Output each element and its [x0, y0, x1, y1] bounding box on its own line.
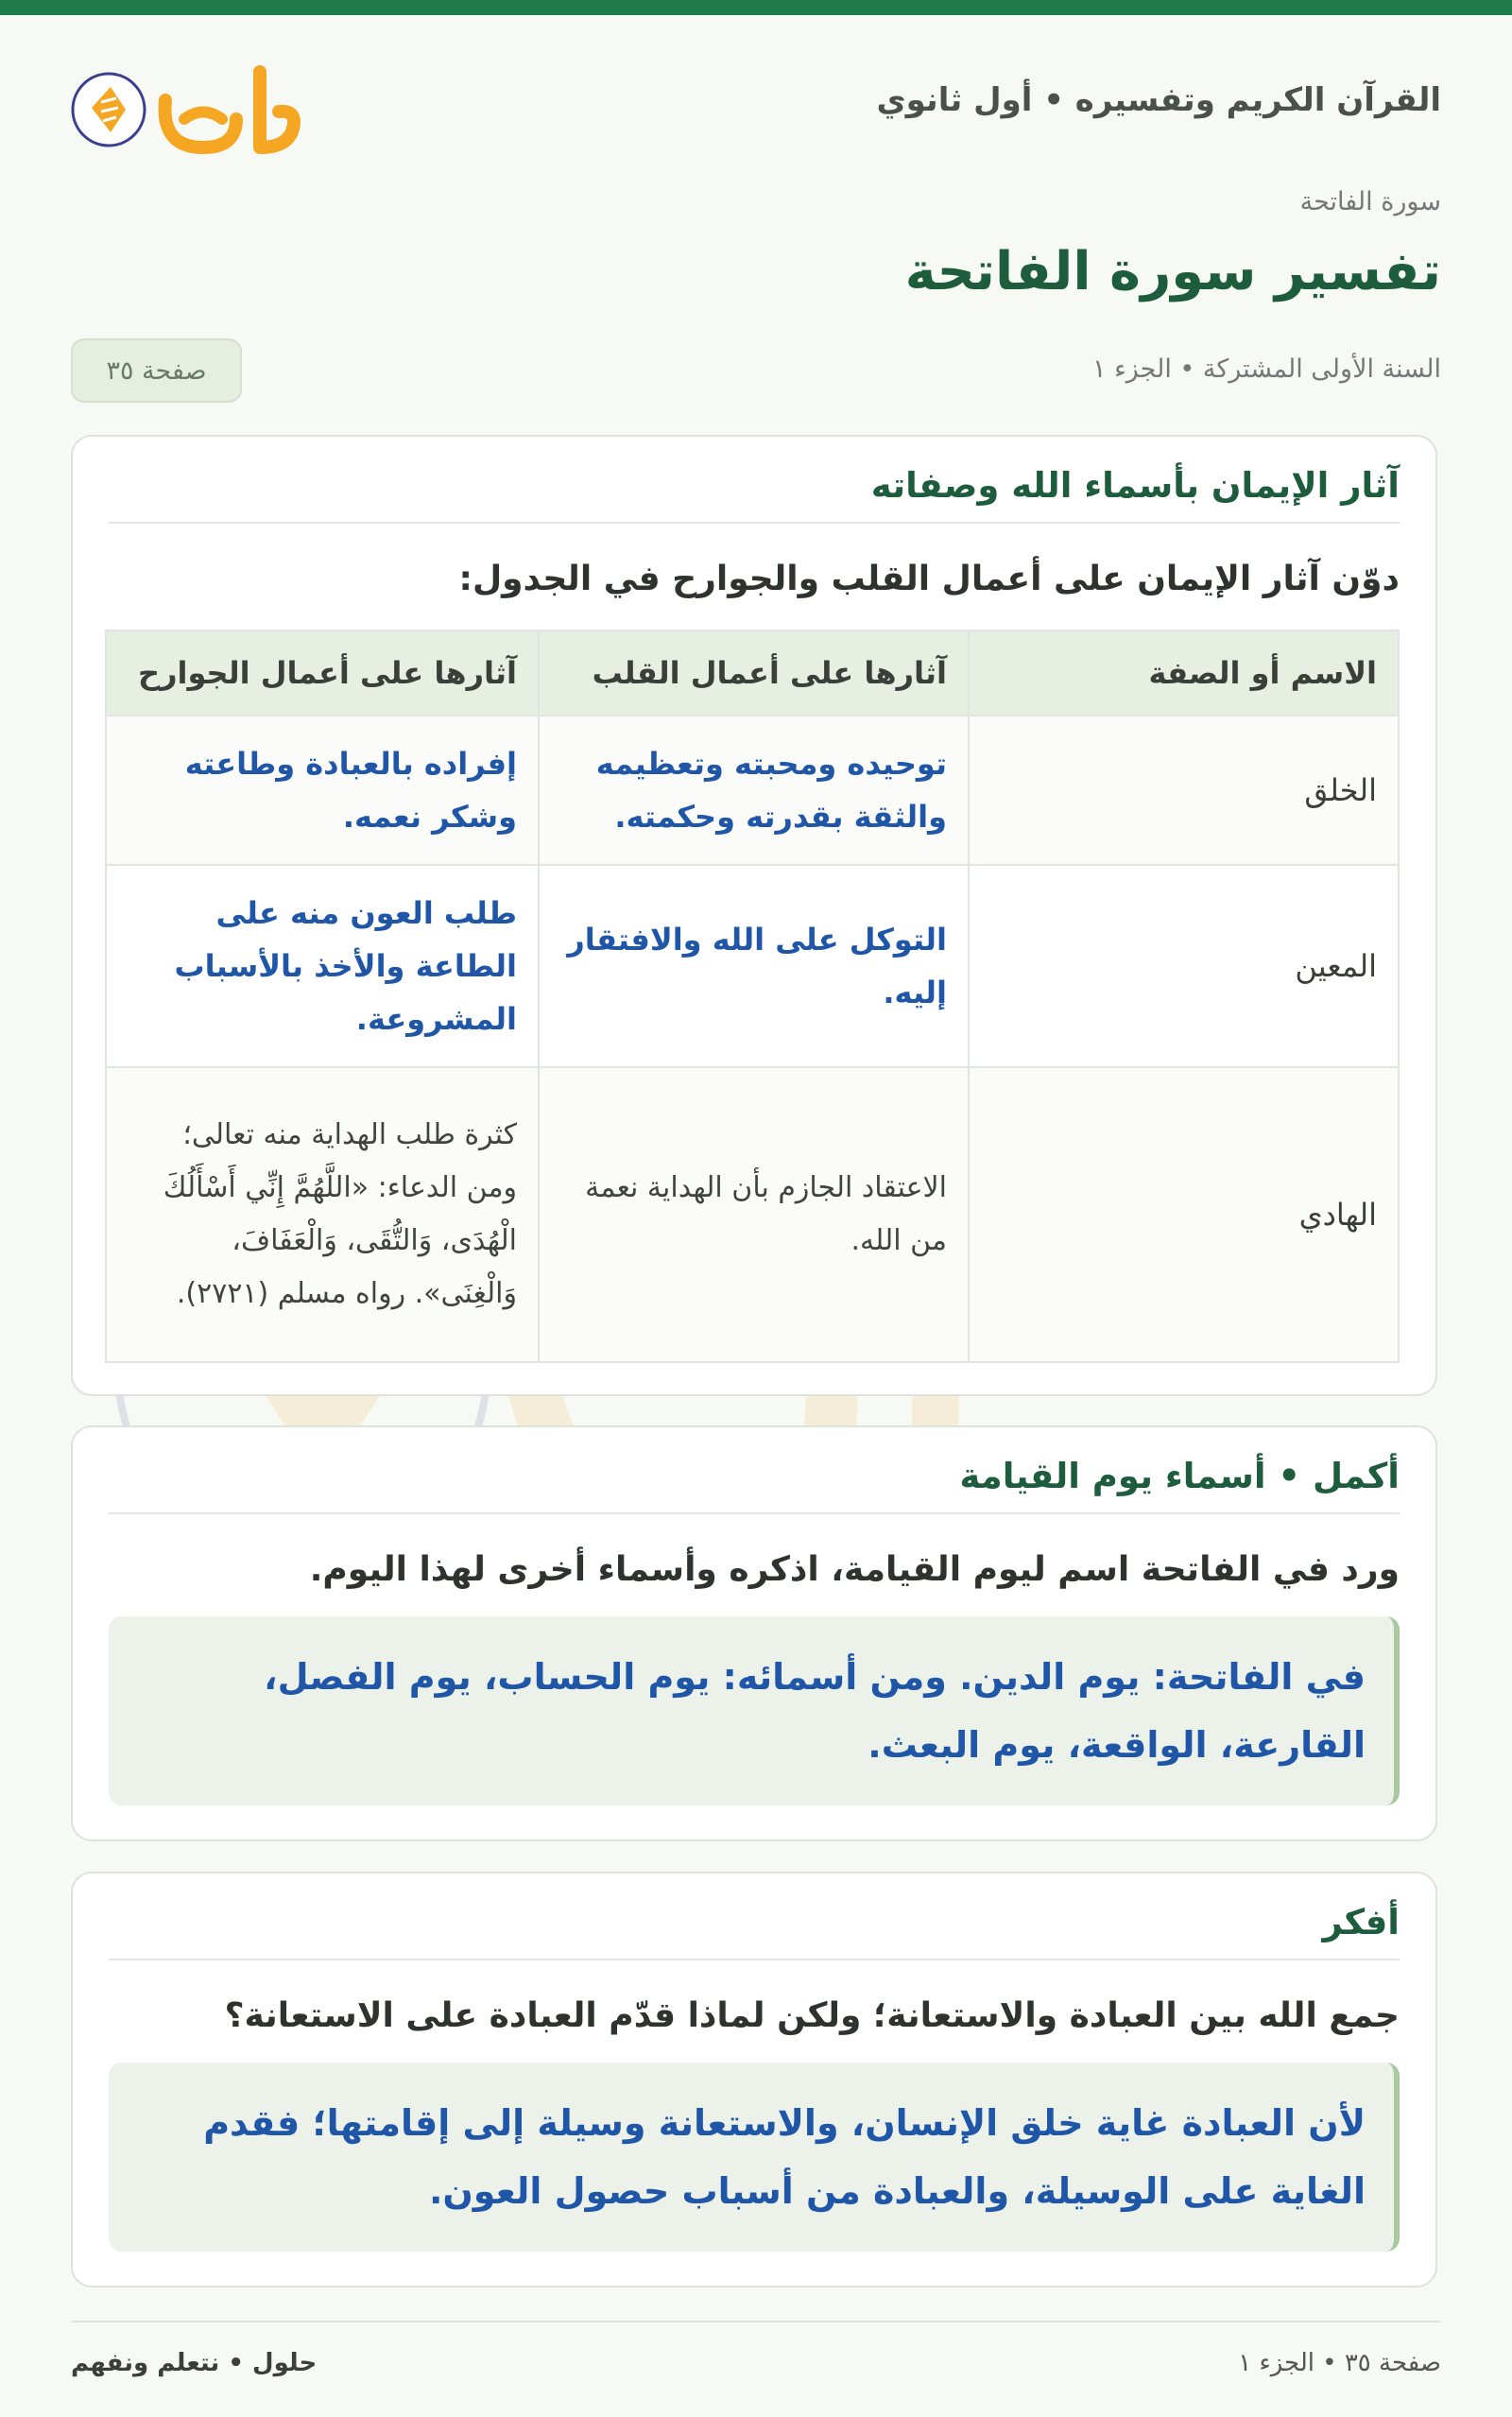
limbs-effect-answer: طلب العون منه على الطاعة والأخذ بالأسباب المشروعة.	[106, 865, 539, 1067]
section-heading: أكمل • أسماء يوم القيامة	[109, 1427, 1400, 1514]
limbs-effect-answer: كثرة طلب الهداية منه تعالى؛ ومن الدعاء: «اللَّهُمَّ إِنِّي أَسْأَلُكَ الْهُدَى، وَالتُّقَى، وَالْعَفَافَ، وَالْغِنَى». رواه مسلم (٢٧٢١).	[106, 1067, 539, 1362]
top-accent-bar	[0, 0, 1512, 15]
table-header-row	[106, 630, 1399, 716]
footer-brand: حلول • نتعلم ونفهم	[71, 2349, 318, 2377]
page-number-badge: صفحة ٣٥	[71, 338, 242, 403]
hulool-logo	[71, 53, 317, 166]
section-question: جمع الله بين العبادة والاستعانة؛ ولكن لماذا قدّم العبادة على الاستعانة؟	[224, 1996, 1400, 2035]
row-name: المعين	[969, 865, 1399, 1067]
page-footer	[71, 2321, 1441, 2377]
heart-effect-answer: توحيده ومحبته وتعظيمه والثقة بقدرته وحكمته.	[539, 716, 969, 865]
table-row	[106, 1067, 1399, 1362]
section-resurrection-names-card	[71, 1425, 1437, 1841]
effects-table	[105, 630, 1400, 1363]
footer-page-info: صفحة ٣٥ • الجزء ١	[1238, 2349, 1441, 2377]
table-row	[106, 716, 1399, 865]
section-question: دوّن آثار الإيمان على أعمال القلب والجوارح في الجدول:	[458, 560, 1400, 598]
section-heading: آثار الإيمان بأسماء الله وصفاته	[109, 437, 1400, 524]
row-name: الهادي	[969, 1067, 1399, 1362]
heart-effect-answer: الاعتقاد الجازم بأن الهداية نعمة من الله.	[539, 1067, 969, 1362]
column-header: الاسم أو الصفة	[969, 630, 1399, 716]
answer-box: في الفاتحة: يوم الدين. ومن أسمائه: يوم الحساب، يوم الفصل، القارعة، الواقعة، يوم البعث.	[109, 1616, 1400, 1805]
row-name: الخلق	[969, 716, 1399, 865]
answer-box: لأن العبادة غاية خلق الإنسان، والاستعانة وسيلة إلى إقامتها؛ فقدم الغاية على الوسيلة، والعبادة من أسباب حصول العون.	[109, 2063, 1400, 2252]
limbs-effect-answer: إفراده بالعبادة وطاعته وشكر نعمه.	[106, 716, 539, 865]
breadcrumb[interactable]: سورة الفاتحة	[1299, 187, 1441, 216]
section-question: ورد في الفاتحة اسم ليوم القيامة، اذكره وأسماء أخرى لهذا اليوم.	[309, 1550, 1400, 1589]
section-effects-card	[71, 435, 1437, 1396]
section-heading: أفكر	[109, 1873, 1400, 1960]
section-reflect-card	[71, 1872, 1437, 2288]
column-header: آثارها على أعمال القلب	[539, 630, 969, 716]
subject-title: القرآن الكريم وتفسيره • أول ثانوي	[876, 81, 1441, 119]
column-header: آثارها على أعمال الجوارح	[106, 630, 539, 716]
table-row	[106, 865, 1399, 1067]
page-header	[71, 15, 1441, 185]
heart-effect-answer: التوكل على الله والافتقار إليه.	[539, 865, 969, 1067]
page-title: تفسير سورة الفاتحة	[904, 241, 1441, 302]
page-meta: السنة الأولى المشتركة • الجزء ١	[1091, 354, 1441, 384]
